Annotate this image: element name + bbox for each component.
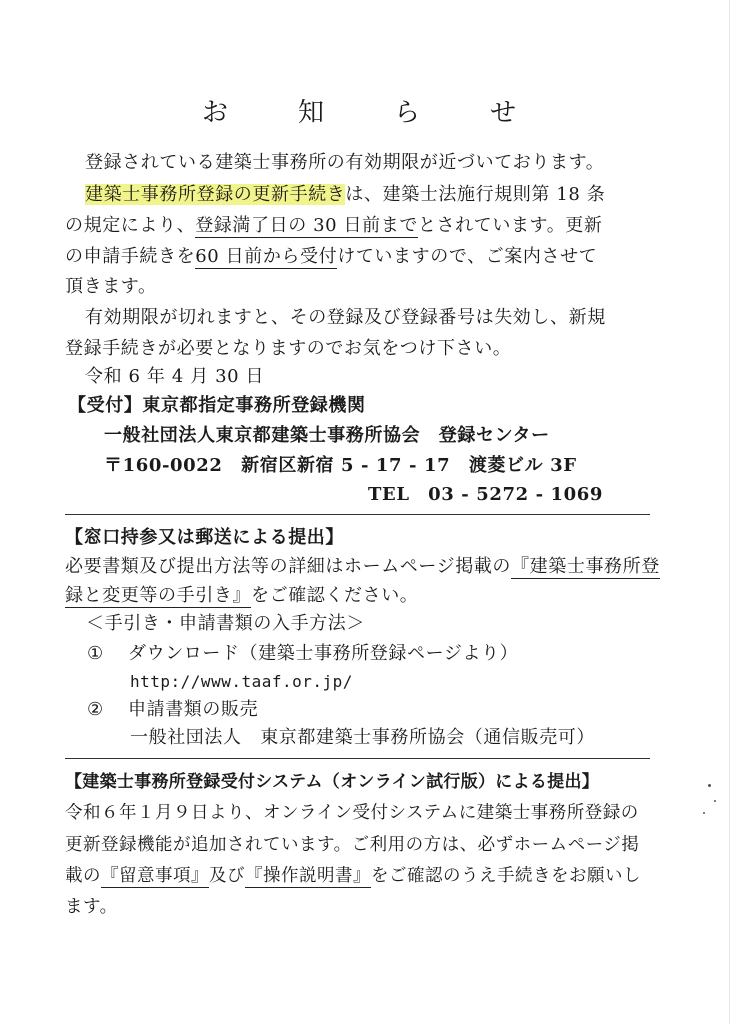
intro-line-4-post: けていますので、ご案内させて (337, 246, 598, 267)
item-1-number: ① (87, 643, 104, 664)
divider-2 (65, 758, 650, 759)
acquisition-subheading: ＜手引き・申請書類の入手方法＞ (86, 613, 365, 634)
scan-speck (708, 784, 711, 787)
intro-line-2 (85, 184, 605, 206)
item-1-download: ダウンロード（建築士事務所登録ページより） (128, 643, 519, 664)
intro-line-3-pre: の規定により、 (65, 215, 196, 236)
intro-line-5: 頂きます。 (65, 276, 157, 297)
notice-date: 令和 6 年 4 月 30 日 (85, 366, 265, 387)
highlight-renewal-procedure: 建築士事務所登録の更新手続き (85, 184, 346, 205)
intro-line-4 (65, 246, 597, 268)
manual-document-link: 『操作説明書』 (245, 866, 371, 886)
scan-speck (714, 800, 716, 802)
counter-line-1-pre: 必要書類及び提出方法等の詳細はホームページ掲載の (65, 556, 512, 577)
reception-label: 【受付】東京都指定事務所登録機関 (68, 395, 366, 416)
guide-link-part-1: 『建築士事務所登 (511, 556, 660, 577)
intro-line-7: 登録手続きが必要となりますのでお気をつけ下さい。 (65, 338, 512, 359)
intro-line-3-post: とされています。更新 (417, 215, 603, 236)
online-line-1: 令和６年１月９日より、オンライン受付システムに建築士事務所登録の (65, 803, 639, 823)
online-line-3 (65, 865, 641, 887)
online-line-3-post: をご確認のうえ手続きをお願いし (371, 866, 641, 886)
reception-org: 一般社団法人東京都建築士事務所協会 登録センター (104, 425, 550, 446)
intro-line-3 (65, 215, 603, 237)
scan-edge (729, 0, 730, 1024)
page-title: お 知 ら せ (201, 98, 538, 128)
intro-line-2-rest: は、建築士法施行規則第 18 条 (345, 184, 606, 205)
underline-30-days: 登録満了日の 30 日前まで (195, 215, 418, 236)
counter-line-1 (65, 556, 660, 578)
item-1-url: http://www.taaf.or.jp/ (130, 672, 353, 691)
counter-line-2-post: をご確認ください。 (251, 585, 419, 606)
guide-link-part-2: 録と変更等の手引き』 (65, 585, 251, 606)
divider-1 (65, 514, 650, 515)
online-line-2: 更新登録機能が追加されています。ご利用の方は、必ずホームページ掲 (65, 835, 640, 855)
online-section-heading: 【建築士事務所登録受付システム（オンライン試行版）による提出】 (65, 772, 600, 792)
intro-line-1: 登録されている建築士事務所の有効期限が近づいております。 (85, 152, 605, 173)
counter-line-2 (65, 585, 418, 607)
online-line-3-pre: 載の (65, 866, 101, 886)
scan-speck (703, 812, 705, 814)
item-2-sales: 申請書類の販売 (128, 699, 259, 720)
counter-section-heading: 【窓口持参又は郵送による提出】 (65, 527, 344, 548)
item-2-detail: 一般社団法人 東京都建築士事務所協会（通信販売可） (130, 727, 595, 748)
item-2-number: ② (87, 699, 104, 720)
reception-address: 〒160-0022 新宿区新宿 5 - 17 - 17 渡菱ビル 3F (104, 455, 577, 476)
online-line-3-mid: 及び (209, 866, 245, 886)
notes-document-link: 『留意事項』 (101, 866, 209, 886)
underline-60-days: 60 日前から受付 (195, 246, 338, 267)
reception-tel: TEL 03 - 5272 - 1069 (368, 484, 604, 505)
intro-line-4-pre: の申請手続きを (65, 246, 196, 267)
online-line-4: ます。 (65, 897, 118, 917)
intro-line-6: 有効期限が切れますと、その登録及び登録番号は失効し、新規 (85, 307, 606, 328)
